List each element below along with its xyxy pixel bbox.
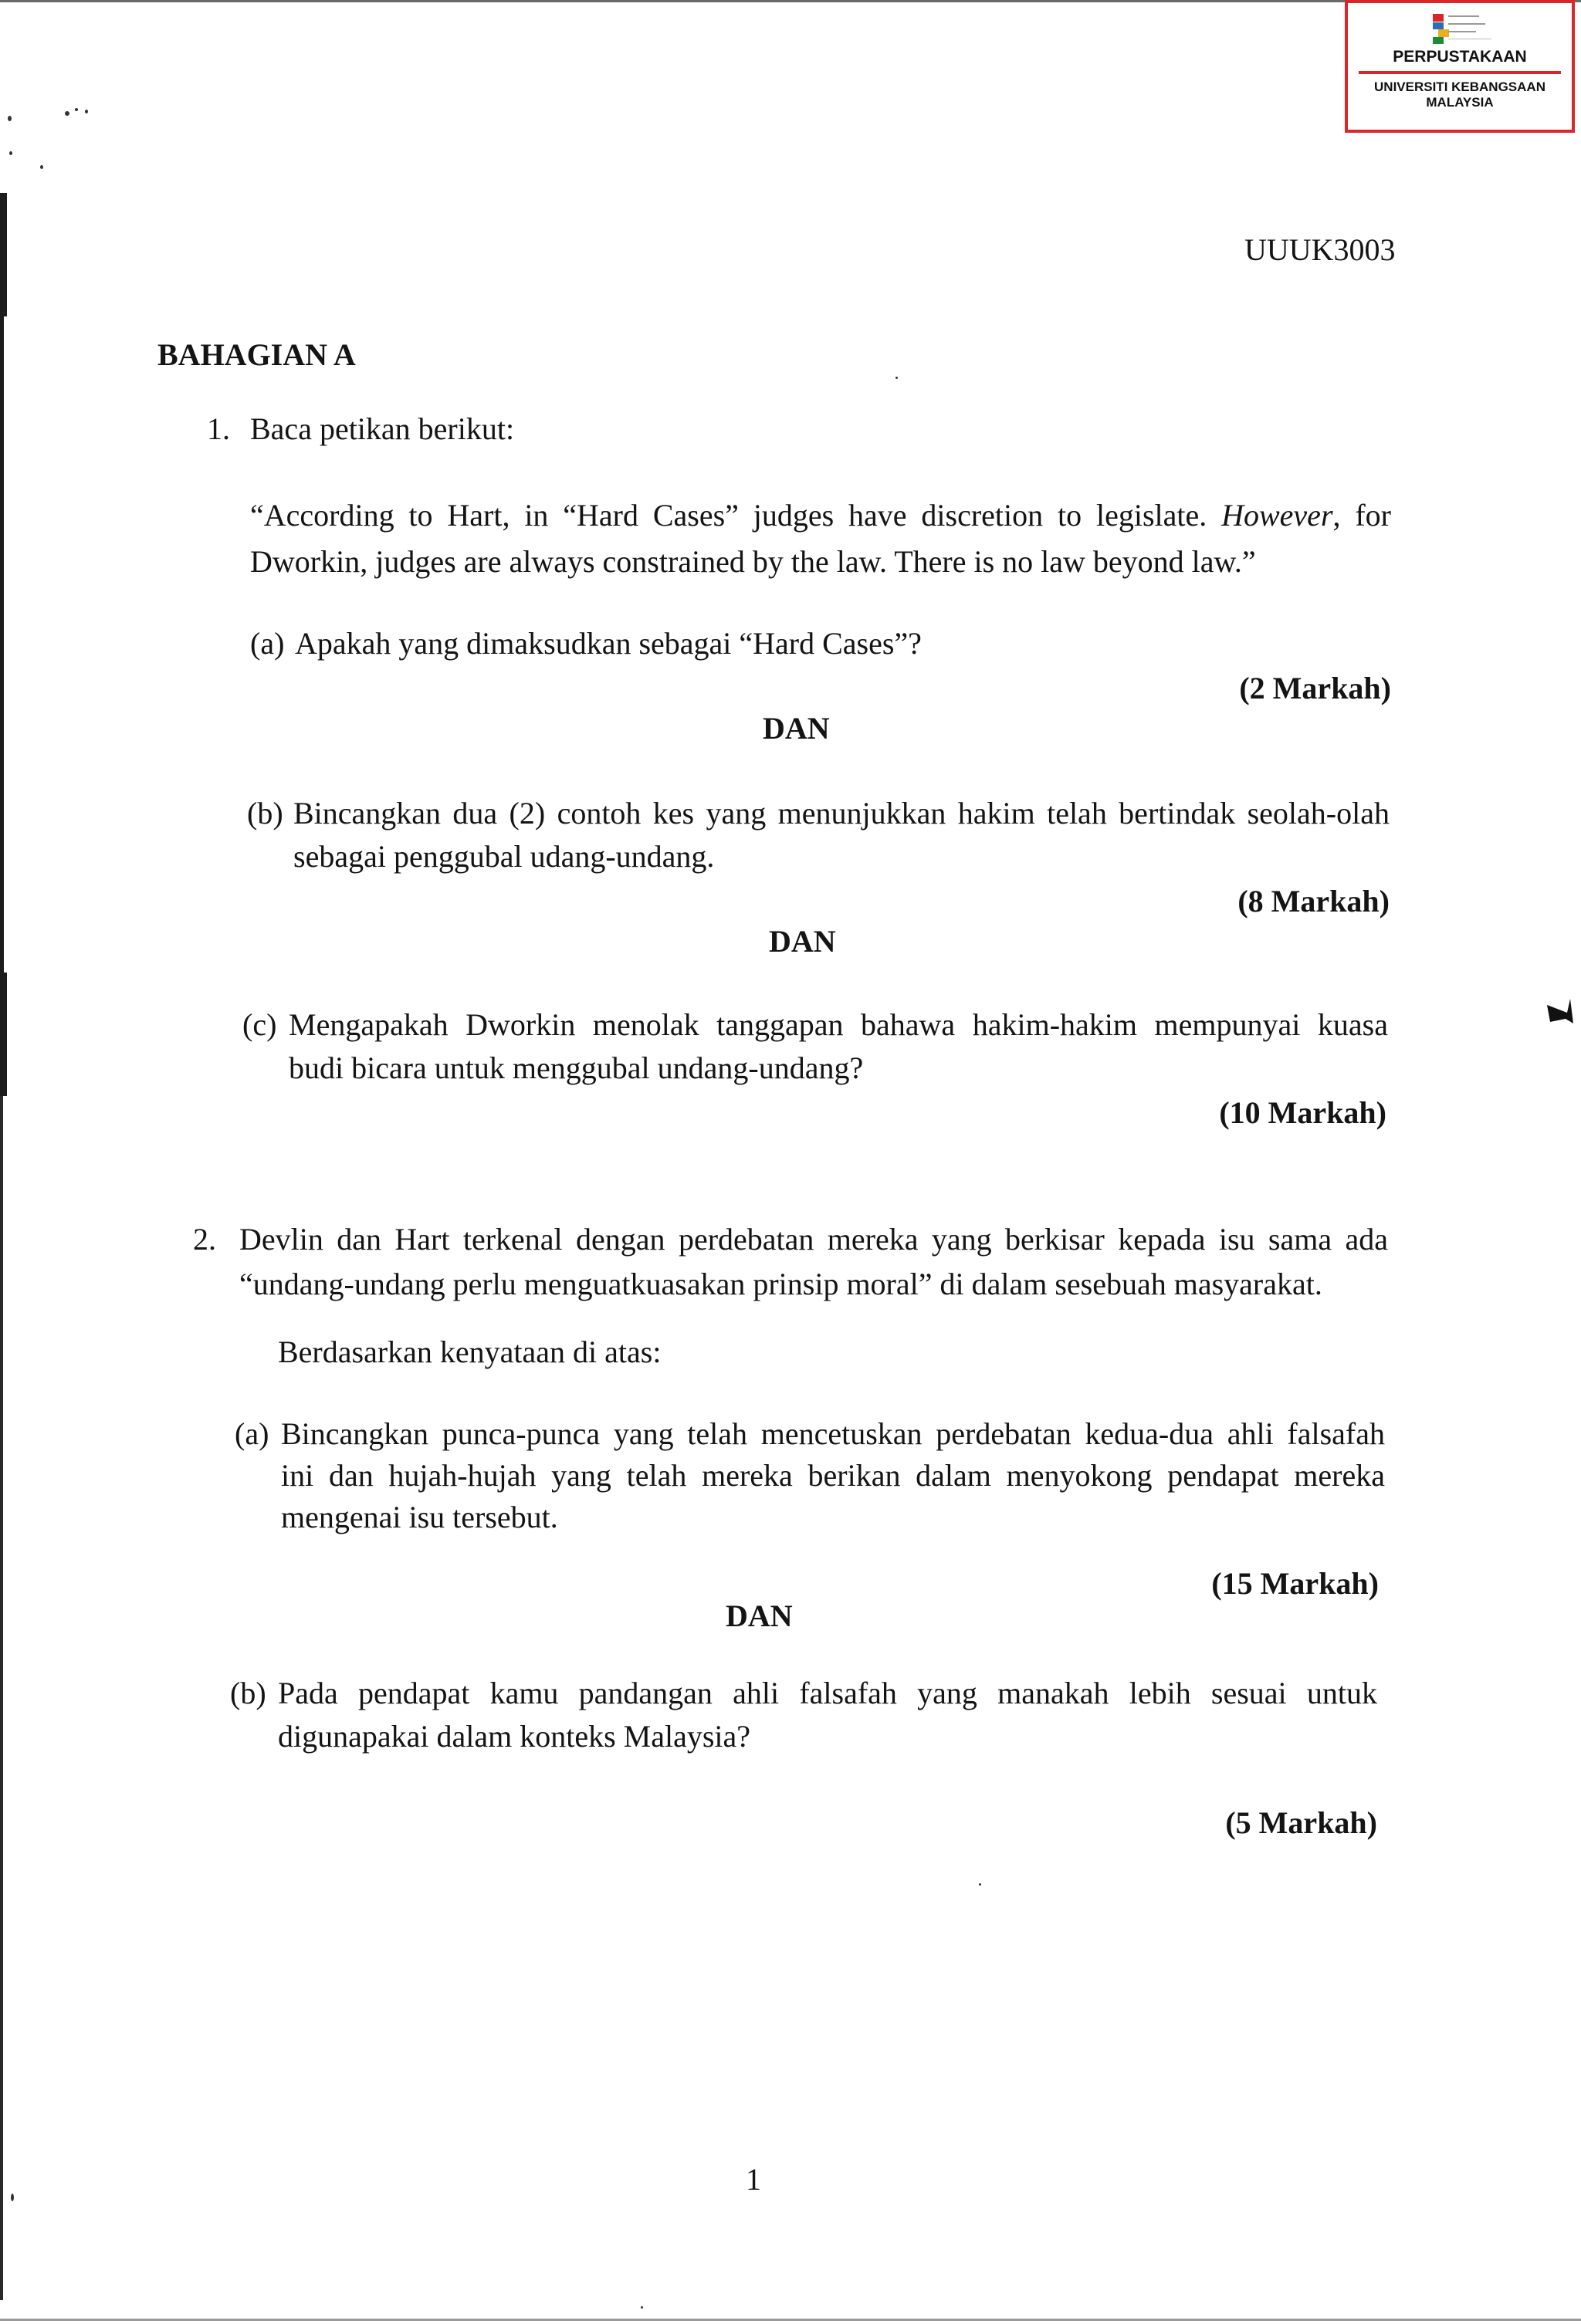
question-intro: Baca petikan berikut: <box>250 411 515 446</box>
scan-speck <box>8 116 12 121</box>
stamp-subtitle: UNIVERSITI KEBANGSAAN MALAYSIA <box>1374 79 1545 110</box>
part-label: (b) <box>247 796 283 830</box>
scan-edge-left-lower <box>0 1019 3 2300</box>
scan-speck <box>65 111 69 116</box>
part-text: Bincangkan punca-punca yang telah mencetuskan perdebatan kedua-dua ahli falsafah <box>281 1416 1385 1451</box>
stamp-divider <box>1359 71 1561 74</box>
marks-label: (10 Markah) <box>1219 1095 1386 1130</box>
scan-speck <box>979 1883 981 1886</box>
marks-label: (15 Markah) <box>1211 1566 1379 1601</box>
scan-speck <box>40 165 43 169</box>
scan-speck <box>895 377 898 379</box>
quote-emphasis: However <box>1221 498 1333 533</box>
question-number: 2. <box>193 1222 216 1257</box>
scan-edge-left-thick-lower <box>0 973 7 1096</box>
scan-edge-bottom <box>0 2319 1581 2321</box>
section-title: BAHAGIAN A <box>157 337 356 372</box>
ukm-logo-icon <box>1431 12 1498 46</box>
page-number: 1 <box>746 2162 761 2197</box>
question-number: 1. <box>207 411 230 446</box>
connector-label: DAN <box>726 1598 793 1633</box>
scan-speck <box>9 151 12 155</box>
part-text: Mengapakah Dworkin menolak tanggapan bahawa hakim-hakim mempunyai kuasa <box>289 1007 1388 1042</box>
quote-text: , for <box>1332 498 1392 533</box>
question-lead: Berdasarkan kenyataan di atas: <box>278 1335 662 1369</box>
scan-speck <box>75 108 78 111</box>
scan-edge-left-thick <box>0 193 7 316</box>
marks-label: (5 Markah) <box>1225 1805 1377 1840</box>
scan-speck <box>85 110 88 113</box>
part-text: Apakah yang dimaksudkan sebagai “Hard Cases”? <box>295 626 922 661</box>
part-text: digunapakai dalam konteks Malaysia? <box>278 1719 751 1754</box>
scan-speck <box>641 2306 643 2309</box>
scan-speck <box>11 2194 14 2201</box>
part-label: (a) <box>250 626 285 661</box>
part-text: Bincangkan dua (2) contoh kes yang menunjukkan hakim telah bertindak seolah-olah <box>293 796 1390 830</box>
quote-line-2: Dworkin, judges are always constrained by the law. There is no law beyond law.” <box>250 544 1256 579</box>
marks-label: (2 Markah) <box>1239 671 1391 705</box>
part-label: (b) <box>230 1676 266 1710</box>
question-intro: Devlin dan Hart terkenal dengan perdebatan mereka yang berkisar kepada isu sama ada <box>239 1222 1388 1257</box>
quote-text: “According to Hart, in “Hard Cases” judges have discretion to legislate. <box>250 498 1222 533</box>
connector-label: DAN <box>763 711 830 746</box>
question-intro: “undang-undang perlu menguatkuasakan prinsip moral” di dalam sesebuah masyarakat. <box>239 1267 1322 1301</box>
part-text: budi bicara untuk menggubal undang-undang? <box>289 1050 864 1085</box>
scan-edge-left <box>0 193 4 1019</box>
library-stamp <box>1345 0 1575 133</box>
marks-label: (8 Markah) <box>1237 884 1390 918</box>
quote-line-1 <box>250 494 1391 537</box>
part-text: mengenai isu tersebut. <box>281 1500 558 1534</box>
part-text: sebagai penggubal udang-undang. <box>293 839 715 874</box>
pen-mark-icon <box>1544 996 1575 1027</box>
part-text: Pada pendapat kamu pandangan ahli falsafah yang manakah lebih sesuai untuk <box>278 1676 1377 1710</box>
part-label: (a) <box>235 1416 269 1451</box>
part-label: (c) <box>242 1007 277 1042</box>
course-code: UUUK3003 <box>1244 232 1396 267</box>
scan-edge-top <box>0 0 1581 2</box>
connector-label: DAN <box>769 924 836 959</box>
stamp-title: PERPUSTAKAAN <box>1393 48 1527 66</box>
part-text: ini dan hujah-hujah yang telah mereka berikan dalam menyokong pendapat mereka <box>281 1458 1385 1493</box>
